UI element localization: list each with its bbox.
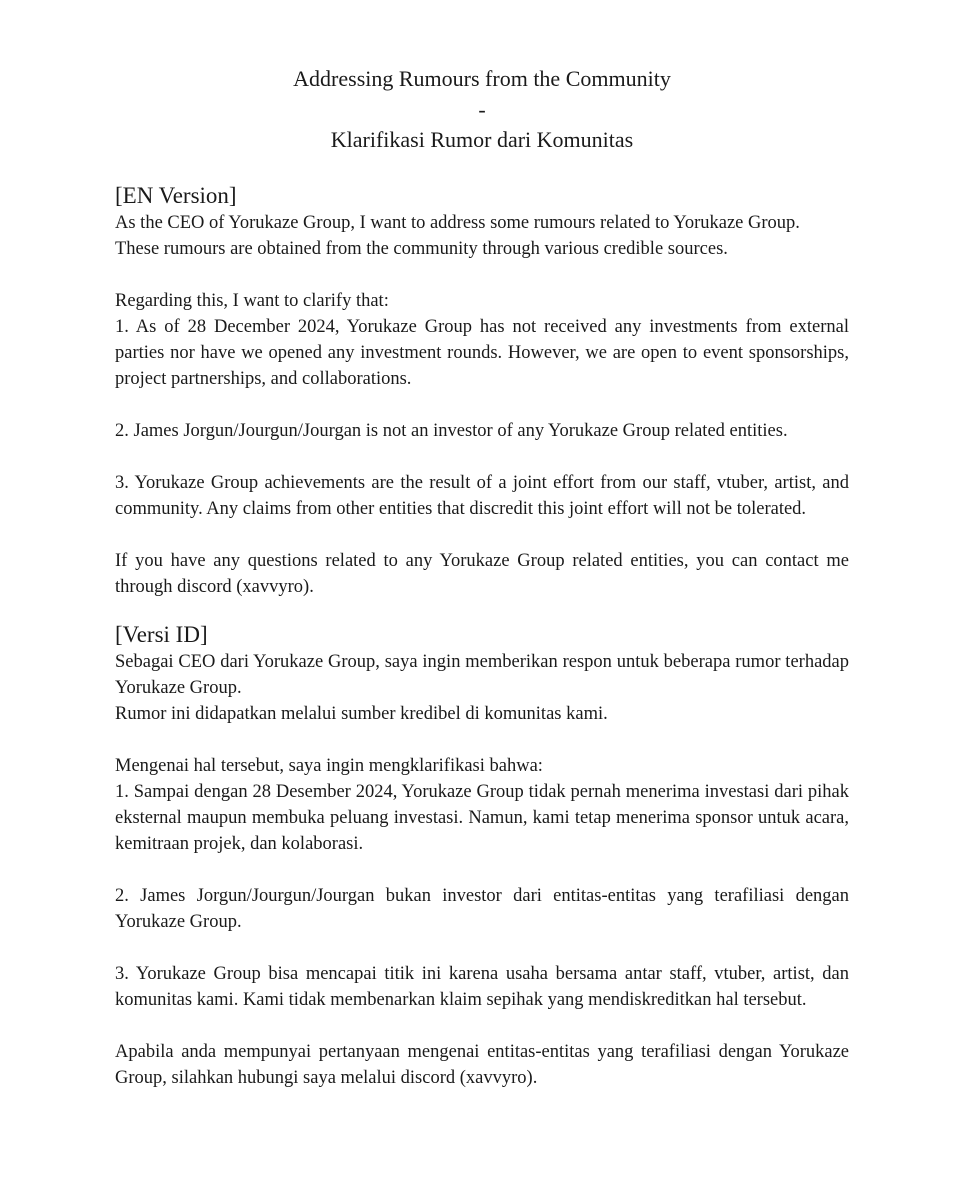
indonesian-point-2: 2. James Jorgun/Jourgun/Jourgan bukan investor dari entitas-entitas yang terafiliasi dengan Yorukaze Group.: [115, 885, 849, 932]
english-lead: Regarding this, I want to clarify that:: [115, 290, 389, 311]
english-point-1: 1. As of 28 December 2024, Yorukaze Group has not received any investments from external parties nor have we opened any investment rounds. However, we are open to event sponsorships, project partnerships, and collaborations.: [115, 316, 849, 389]
english-contact: If you have any questions related to any Yorukaze Group related entities, you can contact me through discord (xavvyro).: [115, 550, 849, 597]
indonesian-contact: Apabila anda mempunyai pertanyaan mengenai entitas-entitas yang terafiliasi dengan Yorukaze Group, silahkan hubungi saya melalui discord (xavvyro).: [115, 1041, 849, 1088]
english-intro-line-2: These rumours are obtained from the community through various credible sources.: [115, 238, 728, 259]
indonesian-section-heading: [Versi ID]: [115, 621, 208, 647]
indonesian-lead: Mengenai hal tersebut, saya ingin mengklarifikasi bahwa:: [115, 755, 543, 776]
english-point-3: 3. Yorukaze Group achievements are the result of a joint effort from our staff, vtuber, artist, and community. Any claims from other entities that discredit this joint effort will not be tolerated.: [115, 472, 849, 519]
document-title: [115, 64, 849, 156]
document-page: [115, 64, 849, 1091]
indonesian-point-1: 1. Sampai dengan 28 Desember 2024, Yorukaze Group tidak pernah menerima investasi dari pihak eksternal maupun membuka peluang investasi. Namun, kami tetap menerima sponsor untuk acara, kemitraan projek, dan kolaborasi.: [115, 781, 849, 854]
indonesian-point-3: 3. Yorukaze Group bisa mencapai titik ini karena usaha bersama antar staff, vtuber, artist, dan komunitas kami. Kami tidak membenarkan klaim sepihak yang mendiskreditkan hal tersebut.: [115, 963, 849, 1010]
title-indonesian: Klarifikasi Rumor dari Komunitas: [330, 127, 634, 152]
english-intro-line-1: As the CEO of Yorukaze Group, I want to address some rumours related to Yorukaze Group.: [115, 212, 800, 233]
english-point-2: 2. James Jorgun/Jourgun/Jourgan is not an investor of any Yorukaze Group related entities.: [115, 420, 788, 441]
english-section-heading: [EN Version]: [115, 182, 237, 208]
english-section: [115, 182, 849, 600]
title-english: Addressing Rumours from the Community: [293, 66, 671, 91]
indonesian-intro-line-2: Rumor ini didapatkan melalui sumber kredibel di komunitas kami.: [115, 703, 608, 724]
title-separator: -: [478, 96, 486, 122]
indonesian-section: [115, 621, 849, 1091]
indonesian-intro-line-1: Sebagai CEO dari Yorukaze Group, saya ingin memberikan respon untuk beberapa rumor terhadap Yorukaze Group.: [115, 651, 849, 698]
